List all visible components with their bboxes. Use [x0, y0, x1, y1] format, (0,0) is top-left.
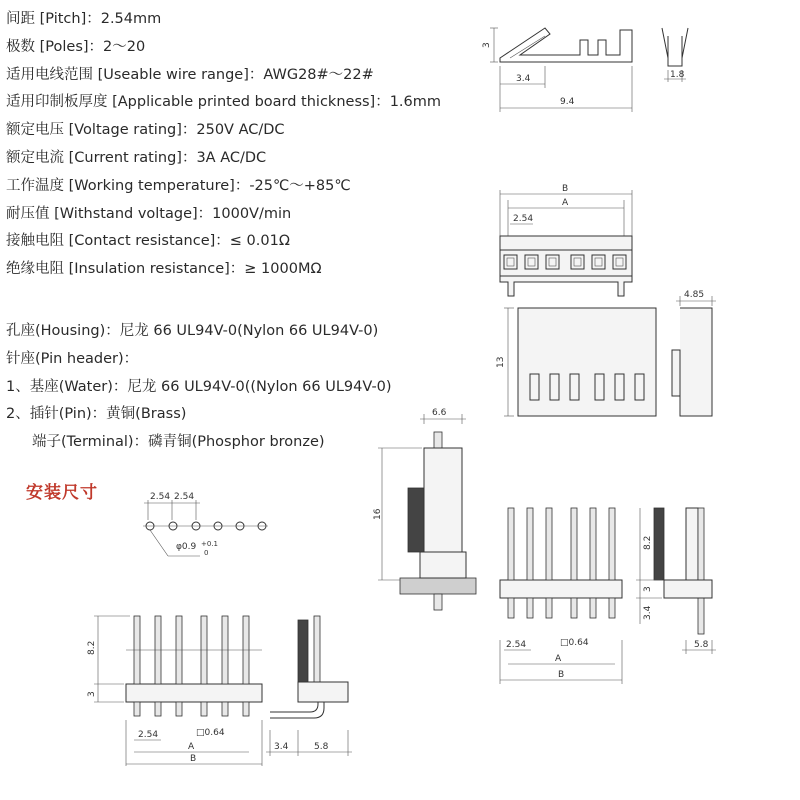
- terminal-dim-w1: 3.4: [516, 74, 531, 84]
- header-front-dim-side: 5.8: [694, 640, 709, 650]
- pcb-hole-tol-zero: 0: [204, 549, 209, 557]
- right-angle-drawing: [87, 616, 352, 766]
- header-side-dim-h: 16: [373, 508, 383, 520]
- material-water: 1、基座(Water)：尼龙 66 UL94V-0((Nylon 66 UL94V-0): [6, 378, 392, 395]
- header-front-dim-pin: □0.64: [560, 638, 589, 648]
- terminal-dim-side: 1.8: [670, 70, 685, 80]
- right-angle-dim-pin: □0.64: [196, 728, 225, 738]
- spec-board-thickness: 适用印制板厚度 [Applicable printed board thickness]：1.6mm: [6, 94, 442, 111]
- housing-dim-h: 13: [496, 356, 506, 368]
- header-front-dim-B: B: [558, 670, 565, 680]
- spec-current: 额定电流 [Current rating]：3A AC/DC: [6, 149, 267, 166]
- material-pin: 2、插针(Pin)：黄铜(Brass): [6, 406, 187, 423]
- header-front-dim-A: A: [555, 654, 562, 664]
- right-angle-dim-side1: 3.4: [274, 742, 289, 752]
- spec-temperature: 工作温度 [Working temperature]：-25℃～+85℃: [6, 177, 351, 194]
- pcb-dim-pitch2: 2.54: [174, 492, 195, 502]
- header-front-drawing: [500, 508, 716, 684]
- right-angle-dim-pitch: 2.54: [138, 730, 159, 740]
- right-angle-dim-side2: 5.8: [314, 742, 329, 752]
- terminal-drawing: [482, 28, 688, 112]
- right-angle-dim-A: A: [188, 742, 195, 752]
- header-front-dim-pitch: 2.54: [506, 640, 527, 650]
- header-front-dim-h3: 3.4: [643, 605, 653, 620]
- header-front-dim-h1: 8.2: [643, 535, 653, 550]
- spec-poles: 极数 [Poles]：2～20: [6, 38, 146, 55]
- spec-contact-resistance: 接触电阻 [Contact resistance]：≤ 0.01Ω: [6, 233, 290, 250]
- pcb-hole-size: φ0.9: [176, 542, 197, 552]
- material-terminal: 端子(Terminal)：磷青铜(Phosphor bronze): [32, 434, 325, 451]
- housing-drawing: [496, 184, 716, 416]
- material-housing: 孔座(Housing)：尼龙 66 UL94V-0(Nylon 66 UL94V-0): [6, 323, 379, 339]
- mounting-size-title: 安装尺寸: [26, 483, 98, 503]
- pcb-layout-drawing: [143, 492, 268, 557]
- right-angle-dim-h2: 3: [87, 691, 97, 697]
- right-angle-dim-h1: 8.2: [87, 640, 97, 655]
- terminal-dim-w2: 9.4: [560, 97, 575, 107]
- spec-insulation-resistance: 绝缘电阻 [Insulation resistance]：≥ 1000MΩ: [6, 261, 322, 278]
- right-angle-dim-B: B: [190, 754, 197, 764]
- housing-dim-side: 4.85: [684, 290, 705, 300]
- spec-voltage: 额定电压 [Voltage rating]：250V AC/DC: [6, 122, 285, 139]
- housing-dim-pitch: 2.54: [513, 214, 534, 224]
- housing-dim-B: B: [562, 184, 569, 194]
- pcb-dim-pitch1: 2.54: [150, 492, 171, 502]
- header-side-drawing: [373, 408, 476, 610]
- material-pin-header: 针座(Pin header)：: [6, 350, 139, 367]
- spec-withstand-voltage: 耐压值 [Withstand voltage]：1000V/min: [6, 205, 292, 222]
- header-front-dim-h2: 3: [643, 586, 653, 592]
- spec-wire-range: 适用电线范围 [Useable wire range]：AWG28#～22#: [6, 66, 374, 83]
- header-side-dim-w: 6.6: [432, 408, 447, 418]
- pcb-hole-tol-plus: +0.1: [201, 540, 218, 548]
- housing-dim-A: A: [562, 198, 569, 208]
- terminal-dim-h: 3: [482, 42, 492, 48]
- spec-pitch: 间距 [Pitch]：2.54mm: [6, 11, 162, 27]
